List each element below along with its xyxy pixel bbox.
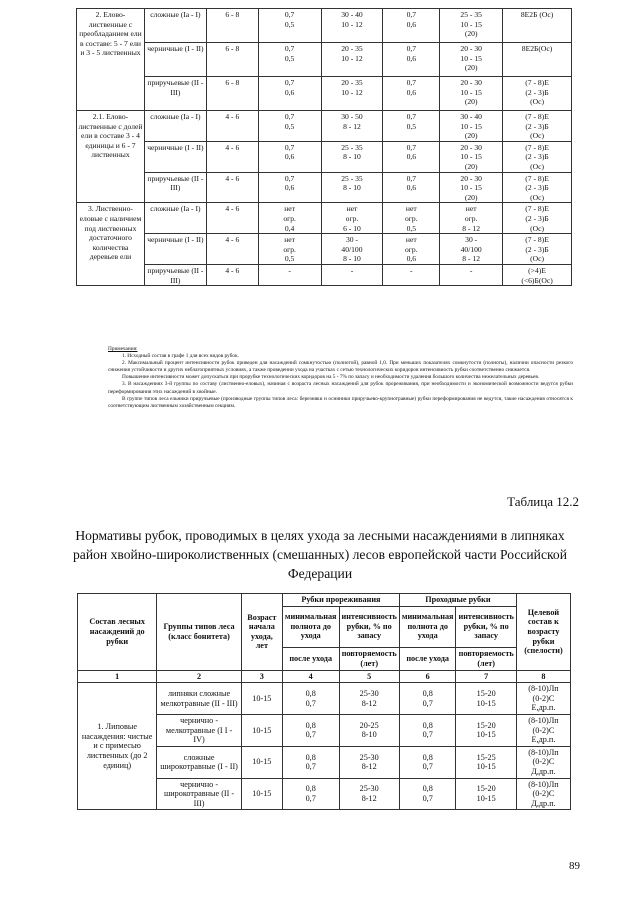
value-cell: нет огр. 0,4 [258, 203, 321, 234]
target-composition-cell: (>4)Е (<6)Б(Ос) [503, 264, 572, 285]
age-cell: 4 - 6 [206, 264, 258, 285]
age-cell: 6 - 8 [206, 77, 258, 111]
col-header-intensity: интенсивность рубки, % по запасу [339, 606, 399, 647]
value-cell: 25-30 8-12 [339, 778, 399, 810]
value-cell: 30 - 40/100 8 - 10 [321, 234, 383, 265]
target-composition-cell: (7 - 8)Е (2 - 3)Б (Ос) [503, 141, 572, 172]
table-row [78, 683, 571, 715]
note-paragraph: Повышение интенсивности может допускаться при прорубке технологических коридоров на 5 - 7% по запасу и необходимости удаления большого количества нежелательных деревьев. [122, 374, 540, 381]
value-cell: нет огр. 8 - 12 [440, 203, 503, 234]
note-paragraph: 2. Максимальный процент интенсивности рубок приведен для насаждений сомкнутостью (полнотой), равной 1,0. При меньших показателях сомкнутости (полноты), наличии опасности резкого снижения устойчивости и других неблагоприятных условиях, а также проведении ухода на участках с сетью технологических коридоров интенсивность рубки соответственно снижается. [108, 360, 573, 374]
note-paragraph: В группе типов леса ельники приручьевые (производные группы типов леса: березняки и осинники приручьево-крупнотравные) рубки переформирования не ведутся, такие насаждения относятся к соответствующим лиственным хозяйственным секциям. [108, 395, 573, 409]
age-cell: 10-15 [241, 683, 282, 715]
target-composition-cell: (7 - 8)Е (2 - 3)Б (Ос) [503, 172, 572, 203]
forest-type-cell: чернично - мелкотравные (I I - IV) [157, 714, 241, 746]
page-title: Нормативы рубок, проводимых в целях ухода за лесными насаждениями в липняках район хвойно-широколиственных (смешанных) лесов европейской части Российской Федерации [73, 528, 567, 581]
table-row [77, 9, 572, 43]
col-group-thinning: Рубки прореживания [282, 594, 399, 607]
table-row [77, 264, 572, 285]
forest-type-cell: приручьевые (II - III) [144, 264, 206, 285]
forest-type-cell: приручьевые (II - III) [144, 77, 206, 111]
forest-type-cell: липняки сложные мелкотравные (II - III) [157, 683, 241, 715]
col-header-after-care: после ухода [282, 647, 339, 670]
value-cell: 0,7 0,5 [258, 111, 321, 142]
value-cell: 20 - 30 10 - 15 (20) [440, 172, 503, 203]
forest-norms-continued-table [76, 8, 572, 286]
column-number: 7 [456, 670, 516, 683]
col-header-composition: Состав лесных насаждений до рубки [78, 594, 157, 671]
age-cell: 4 - 6 [206, 141, 258, 172]
forest-type-cell: черничные (I - II) [144, 141, 206, 172]
stand-composition-cell: 2. Елово-лиственные с преобладанием ели в составе: 5 - 7 ели и 3 - 5 лиственных [77, 9, 145, 111]
column-number: 2 [157, 670, 241, 683]
value-cell: 0,7 0,5 [383, 111, 440, 142]
value-cell: 20-25 8-10 [339, 714, 399, 746]
col-header-target-composition: Целевой состав к возрасту рубки (спелости) [516, 594, 570, 671]
value-cell: 25 - 35 10 - 15 (20) [440, 9, 503, 43]
age-cell: 4 - 6 [206, 203, 258, 234]
stand-composition-cell: 3. Лиственно-еловые с наличием под лиственных достаточного количества деревьев ели [77, 203, 145, 286]
table-row [77, 43, 572, 77]
age-cell: 10-15 [241, 778, 282, 810]
age-cell: 4 - 6 [206, 111, 258, 142]
value-cell: 20 - 30 10 - 15 (20) [440, 77, 503, 111]
target-composition-cell: 8Е2Б(Ос) [503, 43, 572, 77]
value-cell: 0,8 0,7 [282, 683, 339, 715]
col-header-min-density: минимальная полнота до ухода [282, 606, 339, 647]
value-cell: 15-20 10-15 [456, 778, 516, 810]
notes-heading: Примечания: [108, 346, 138, 352]
value-cell: 0,8 0,7 [282, 714, 339, 746]
notes-block [108, 346, 573, 410]
value-cell: 15-25 10-15 [456, 746, 516, 778]
age-cell: 4 - 6 [206, 172, 258, 203]
table-row [77, 77, 572, 111]
value-cell: 0,7 0,5 [258, 43, 321, 77]
value-cell: 0,8 0,7 [399, 714, 456, 746]
col-header-intensity: интенсивность рубки, % по запасу [456, 606, 516, 647]
target-composition-cell: 8Е2Б (Ос) [503, 9, 572, 43]
value-cell: 25 - 35 8 - 10 [321, 172, 383, 203]
column-number: 6 [399, 670, 456, 683]
value-cell: нет огр. 6 - 10 [321, 203, 383, 234]
column-number: 3 [241, 670, 282, 683]
note-paragraph: 3. В насаждениях 3-й группы по составу (лиственно-еловых), начиная с возраста лесных насаждений для рубок прореживания, при необходимости и экономической возможности ведутся рубки переформирования этих насаждений в хвойные. [108, 381, 573, 395]
value-cell: 0,7 0,6 [383, 9, 440, 43]
header-row [78, 594, 571, 607]
target-composition-cell: (8-10)Лп (0-2)С Д,др.п. [516, 778, 570, 810]
age-cell: 10-15 [241, 714, 282, 746]
column-number: 5 [339, 670, 399, 683]
value-cell: 0,7 0,6 [258, 172, 321, 203]
table-row [77, 111, 572, 142]
value-cell: нет огр. 0,5 [258, 234, 321, 265]
age-cell: 4 - 6 [206, 234, 258, 265]
value-cell: - [321, 264, 383, 285]
table-row [77, 234, 572, 265]
value-cell: - [258, 264, 321, 285]
target-composition-cell: (7 - 8)Е (2 - 3)Б (Ос) [503, 234, 572, 265]
value-cell: 30 - 50 8 - 12 [321, 111, 383, 142]
value-cell: 30 - 40/100 8 - 12 [440, 234, 503, 265]
value-cell: 0,8 0,7 [399, 746, 456, 778]
value-cell: 0,7 0,6 [383, 141, 440, 172]
age-cell: 6 - 8 [206, 9, 258, 43]
value-cell: 15-20 10-15 [456, 714, 516, 746]
value-cell: 25-30 8-12 [339, 746, 399, 778]
target-composition-cell: (7 - 8)Е (2 - 3)Б (Ос) [503, 203, 572, 234]
value-cell: нет огр. 0,6 [383, 234, 440, 265]
value-cell: 0,7 0,6 [258, 141, 321, 172]
value-cell: 15-20 10-15 [456, 683, 516, 715]
value-cell: 0,8 0,7 [282, 746, 339, 778]
value-cell: 0,7 0,6 [383, 172, 440, 203]
age-cell: 10-15 [241, 746, 282, 778]
page-number: 89 [569, 860, 580, 872]
forest-type-cell: приручьевые (II - III) [144, 172, 206, 203]
value-cell: 0,7 0,6 [258, 77, 321, 111]
table-row [77, 172, 572, 203]
col-header-repeat-period: повторяемость (лет) [339, 647, 399, 670]
value-cell: 0,8 0,7 [399, 778, 456, 810]
age-cell: 6 - 8 [206, 43, 258, 77]
column-number: 8 [516, 670, 570, 683]
value-cell: - [383, 264, 440, 285]
value-cell: - [440, 264, 503, 285]
col-header-forest-type: Группы типов леса (класс бонитета) [157, 594, 241, 671]
column-number: 1 [78, 670, 157, 683]
column-number-row [78, 670, 571, 683]
value-cell: 0,7 0,6 [383, 77, 440, 111]
value-cell: 20 - 30 10 - 15 (20) [440, 141, 503, 172]
bottom-table-head [78, 594, 571, 683]
column-number: 4 [282, 670, 339, 683]
target-composition-cell: (8-10)Лп (0-2)С Д,др.п. [516, 746, 570, 778]
value-cell: 25-30 8-12 [339, 683, 399, 715]
target-composition-cell: (7 - 8)Е (2 - 3)Б (Ос) [503, 77, 572, 111]
value-cell: 20 - 35 10 - 12 [321, 43, 383, 77]
col-header-after-care: после ухода [399, 647, 456, 670]
table-row [77, 203, 572, 234]
value-cell: 0,8 0,7 [399, 683, 456, 715]
forest-type-cell: черничные (I - II) [144, 234, 206, 265]
stand-composition-cell: 2.1. Елово-лиственные с долей ели в составе 3 - 4 единицы и 6 - 7 лиственных [77, 111, 145, 203]
forest-type-cell: сложные широкотравные (I - II) [157, 746, 241, 778]
table-row [77, 141, 572, 172]
forest-type-cell: сложные (Iа - I) [144, 203, 206, 234]
target-composition-cell: (7 - 8)Е (2 - 3)Б (Ос) [503, 111, 572, 142]
forest-type-cell: сложные (Iа - I) [144, 9, 206, 43]
target-composition-cell: (8-10)Лп (0-2)С Е,др.п. [516, 714, 570, 746]
value-cell: нет огр. 0,5 [383, 203, 440, 234]
col-header-age: Возраст начала ухода, лет [241, 594, 282, 671]
col-header-min-density: минимальная полнота до ухода [399, 606, 456, 647]
value-cell: 0,7 0,6 [383, 43, 440, 77]
linden-norms-table [77, 593, 571, 810]
forest-type-cell: черничные (I - II) [144, 43, 206, 77]
forest-type-cell: сложные (Iа - I) [144, 111, 206, 142]
target-composition-cell: (8-10)Лп (0-2)С Е,др.п. [516, 683, 570, 715]
value-cell: 30 - 40 10 - 12 [321, 9, 383, 43]
note-paragraph: 1. Исходный состав в графе 1 для всех видов рубок. [122, 353, 239, 360]
value-cell: 0,7 0,5 [258, 9, 321, 43]
col-group-passage-cuttings: Проходные рубки [399, 594, 516, 607]
value-cell: 25 - 35 8 - 10 [321, 141, 383, 172]
value-cell: 20 - 35 10 - 12 [321, 77, 383, 111]
value-cell: 20 - 30 10 - 15 (20) [440, 43, 503, 77]
table-label: Таблица 12.2 [507, 494, 579, 509]
value-cell: 0,8 0,7 [282, 778, 339, 810]
value-cell: 30 - 40 10 - 15 (20) [440, 111, 503, 142]
stand-composition-cell: 1. Липовые насаждения: чистые и с примесью лиственных (до 2 единиц) [78, 683, 157, 810]
col-header-repeat-period: повторяемость (лет) [456, 647, 516, 670]
top-table-body [77, 9, 572, 286]
forest-type-cell: чернично - широкотравные (II - III) [157, 778, 241, 810]
bottom-table-body [78, 683, 571, 810]
